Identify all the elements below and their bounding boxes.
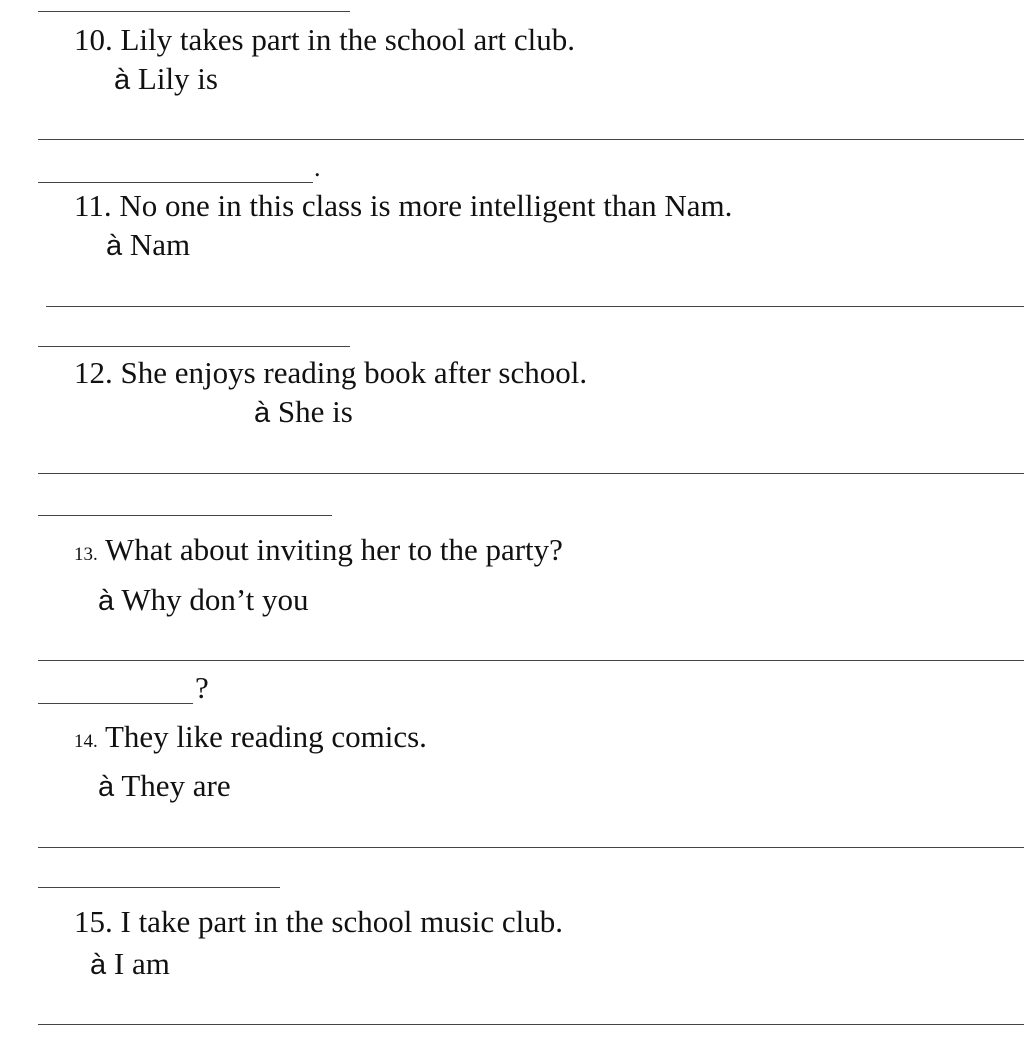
answer-start: They are xyxy=(121,768,231,803)
answer-line[interactable] xyxy=(38,182,313,183)
question-sentence: I take part in the school music club. xyxy=(120,904,563,939)
answer-start: Nam xyxy=(129,227,191,262)
question-sentence: What about inviting her to the party? xyxy=(104,532,563,567)
answer-prompt-11 xyxy=(106,229,190,261)
arrow-icon: à xyxy=(114,64,131,96)
question-14 xyxy=(74,721,427,752)
answer-start: Why don’t you xyxy=(121,582,309,617)
answer-prompt-12 xyxy=(254,396,353,428)
arrow-icon: à xyxy=(254,397,271,429)
answer-prompt-10 xyxy=(114,63,218,95)
question-13 xyxy=(74,534,563,565)
line-end-punct: . xyxy=(314,153,321,182)
answer-line[interactable] xyxy=(38,847,1024,848)
question-11 xyxy=(74,190,732,221)
question-sentence: They like reading comics. xyxy=(104,719,427,754)
answer-line[interactable] xyxy=(38,887,280,888)
answer-prompt-14 xyxy=(98,770,231,802)
answer-line[interactable] xyxy=(38,473,1024,474)
answer-start: Lily is xyxy=(137,61,218,96)
question-sentence: She enjoys reading book after school. xyxy=(120,355,588,390)
question-number: 11. xyxy=(74,188,112,223)
answer-start: I am xyxy=(113,946,170,981)
arrow-icon: à xyxy=(106,230,123,262)
answer-line[interactable] xyxy=(38,703,193,704)
question-number: 12. xyxy=(74,355,113,390)
answer-prompt-13 xyxy=(98,584,308,616)
answer-line[interactable] xyxy=(38,515,332,516)
answer-prompt-15 xyxy=(90,948,170,980)
answer-line-top[interactable] xyxy=(38,11,350,12)
answer-line[interactable] xyxy=(38,1024,1024,1025)
question-number: 15. xyxy=(74,904,113,939)
question-15 xyxy=(74,906,563,937)
question-sentence: Lily takes part in the school art club. xyxy=(120,22,576,57)
arrow-icon: à xyxy=(98,585,115,617)
question-12 xyxy=(74,357,587,388)
answer-start: She is xyxy=(277,394,353,429)
arrow-icon: à xyxy=(90,949,107,981)
line-end-punct: ? xyxy=(195,670,209,705)
answer-line[interactable] xyxy=(38,346,350,347)
arrow-icon: à xyxy=(98,771,115,803)
answer-line[interactable] xyxy=(38,139,1024,140)
question-sentence: No one in this class is more intelligent than Nam. xyxy=(119,188,733,223)
question-10 xyxy=(74,24,575,55)
question-number: 10. xyxy=(74,22,113,57)
answer-line[interactable] xyxy=(38,660,1024,661)
question-number: 13. xyxy=(74,544,98,565)
question-number: 14. xyxy=(74,731,98,752)
answer-line[interactable] xyxy=(46,306,1024,307)
